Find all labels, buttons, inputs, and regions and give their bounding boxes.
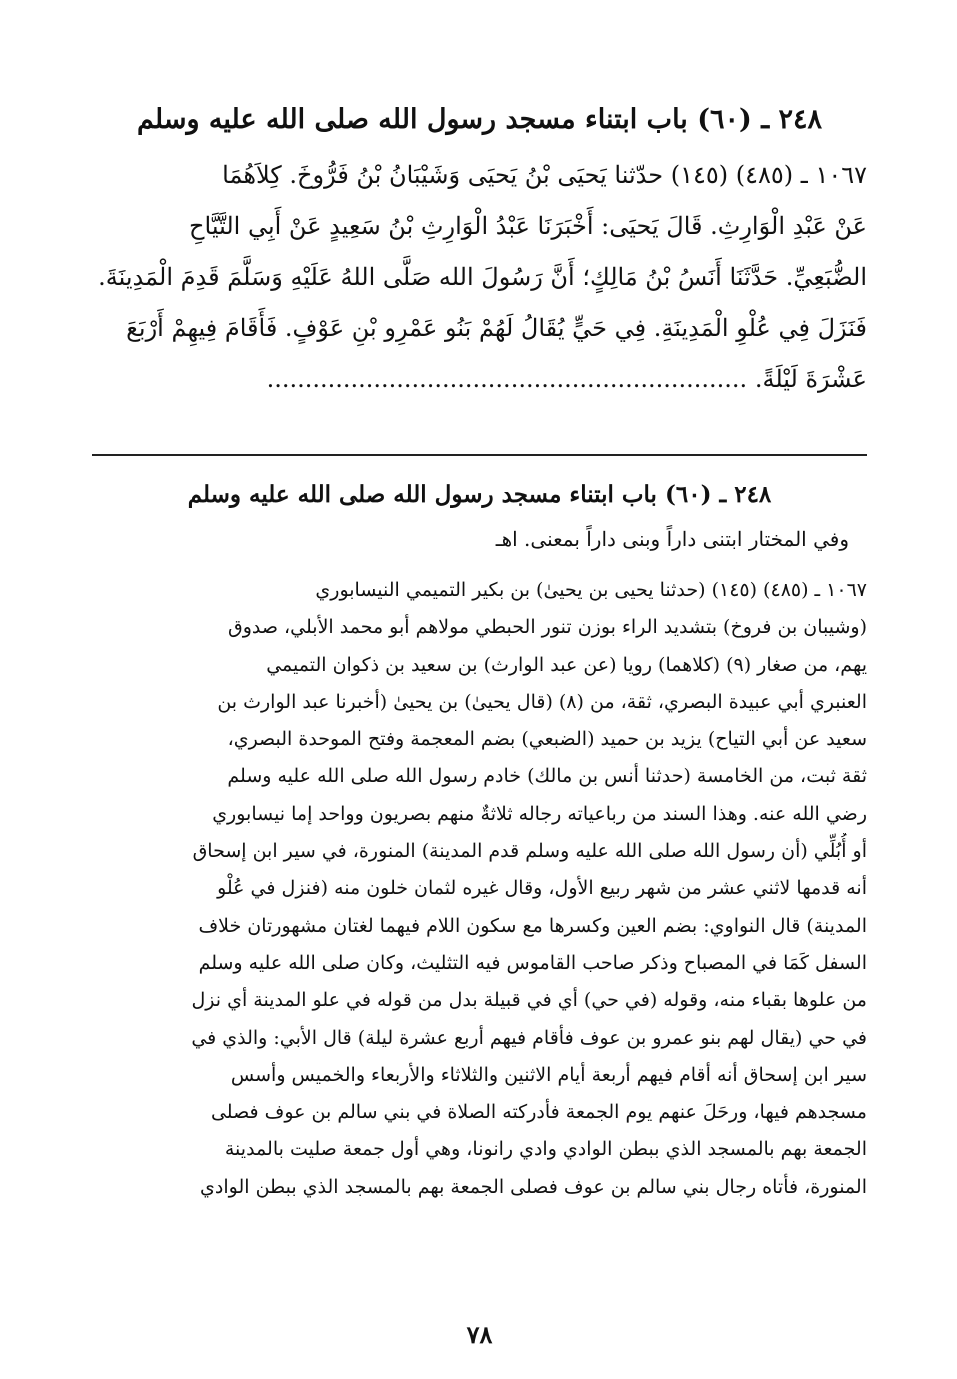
- commentary-line: السفل كَمَا في المصباح وذكر صاحب القاموس فيه التثليث، وكان صلى الله عليه وسلم: [198, 951, 867, 974]
- commentary-intro: وفي المختار ابتنى داراً وبنى داراً بمعنى. اهـ: [495, 527, 849, 551]
- commentary-line: الجمعة بهم بالمسجد الذي ببطن الوادي وادي رانونا، وهي أول جمعة صليت بالمدينة: [224, 1138, 867, 1161]
- chapter-title: ٢٤٨ ـ (٦٠) باب ابتناء مسجد رسول الله صلى الله عليه وسلم: [136, 104, 823, 135]
- commentary-line: العنبري أبي عبيدة البصري، ثقة، من (٨) (قال يحيىٰ) بن يحيىٰ (أخبرنا عبد الوارث بن: [217, 690, 867, 713]
- commentary-line: من علوها بقباء منه، وقوله (في حي) أي في قبيلة بدل من قوله في علو المدينة أي نزل: [191, 989, 867, 1012]
- hadith-line: عَنْ عَبْدِ الْوَارِثِ. قَالَ يَحيَى: أَخْبَرَنَا عَبْدُ الْوَارِثِ بْنُ سَعِيدٍ عَنْ أَبِي التَّيَّاحِ: [189, 212, 867, 240]
- commentary-line: المدينة) قال النواوي: بضم العين وكسرها مع سكون اللام فيهما لغتان مشهورتان خلاف: [198, 914, 867, 937]
- hadith-line: الضُّبَعِيِّ. حَدَّثَنَا أَنَسُ بْنُ مَالِكٍ؛ أَنَّ رَسُولَ الله صَلَّى اللهُ عَلَيْهِ وَسَلَّمَ قَدِمَ الْمَدِينَةَ.: [98, 263, 867, 291]
- hadith-line-last: [92, 354, 867, 405]
- commentary-line: (وشيبان بن فروخ) بتشديد الراء بوزن تنور الحبطي مولاهم أبو محمد الأبلي، صدوق: [227, 616, 867, 639]
- page-number: ٧٨: [466, 1320, 493, 1349]
- commentary-line: أنه قدمها لاثني عشر من شهر ربيع الأول، وقال غيره لثمان خلون منه (فنزل في عُلْو: [217, 877, 867, 900]
- commentary-line: أو أُبُلِّي (أن رسول الله صلى الله عليه وسلم قدم المدينة) المنورة، في سير ابن إسحاق: [192, 840, 867, 863]
- hadith-line: ١٠٦٧ ـ (٤٨٥) (١٤٥) حدّثنا يَحيَى بْنُ يَحيَى وَشَيْبَانُ بْنُ فَرُّوخَ. كِلاَهُمَا: [222, 161, 867, 189]
- hadith-line: فَنَزَلَ فِي عُلْوِ الْمَدِينَةِ. فِي حَيٍّ يُقَالُ لَهُمْ بَنُو عَمْرِو بْنِ عَوْفٍ. فَأَقَامَ فِيهِمْ أَرْبَعَ: [126, 314, 867, 342]
- commentary-text: [92, 572, 867, 1206]
- hadith-text: [92, 150, 867, 405]
- commentary-title: ٢٤٨ ـ (٦٠) باب ابتناء مسجد رسول الله صلى الله عليه وسلم: [187, 481, 772, 508]
- commentary-line: المنورة، فأتاه رجال بني سالم بن عوف فصلى الجمعة بهم بالمسجد الذي ببطن الوادي: [200, 1175, 867, 1198]
- commentary-line: ١٠٦٧ ـ (٤٨٥) (١٤٥) (حدثنا يحيى بن يحيىٰ) بن بكير التميمي النيسابوري: [315, 579, 867, 601]
- hadith-line-text: عَشْرَةَ لَيْلَةً.: [754, 365, 867, 393]
- section-divider: [92, 454, 867, 456]
- commentary-line: سير ابن إسحاق أنه أقام فيهم أربعة أيام الاثنين والثلاثاء والأربعاء والخميس وأسس: [230, 1063, 867, 1086]
- commentary-line: يهم، من صغار (٩) (كلاهما) رويا (عن عبد الوارث) بن سعيد بن ذكوان التميمي: [266, 653, 867, 676]
- commentary-line: ثقة ثبت، من الخامسة (حدثنا أنس بن مالك) خادم رسول الله صلى الله عليه وسلم: [227, 765, 867, 788]
- commentary-line: سعيد عن أبي التياح) يزيد بن حميد (الضبعي) بضم المعجمة وفتح الموحدة البصري،: [227, 728, 867, 751]
- commentary-line: رضي الله عنه. وهذا السند من رباعياته رجاله ثلاثةٌ منهم بصريون وواحد إما نيسابوري: [212, 802, 867, 825]
- commentary-line: مسجدهم فيها، ورحَلَ عنهم يوم الجمعة فأدركته الصلاة في بني سالم بن عوف فصلى: [210, 1101, 867, 1124]
- ellipsis-dots: ...............................................................: [266, 365, 748, 393]
- book-page: [92, 0, 867, 1379]
- commentary-line: في حي (يقال لهم بنو عمرو بن عوف فأقام فيهم أربع عشرة ليلة) قال الأبي: والذي في: [191, 1026, 867, 1049]
